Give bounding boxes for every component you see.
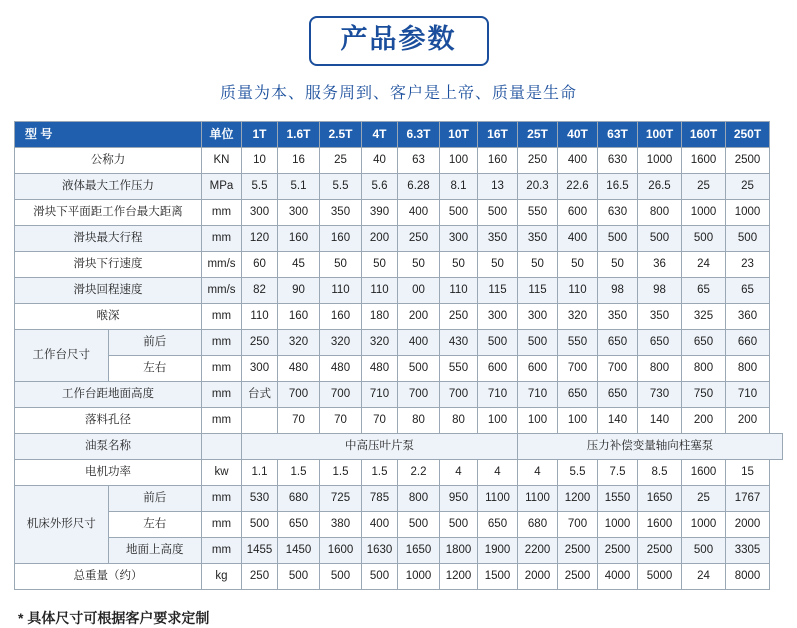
cell: 500 — [320, 563, 362, 589]
cell: 500 — [518, 329, 558, 355]
row-unit: mm — [202, 355, 242, 381]
spec-table-wrap — [14, 121, 783, 590]
row-unit: mm — [202, 407, 242, 433]
table-row — [15, 303, 783, 329]
cell: 550 — [518, 199, 558, 225]
cell: 300 — [478, 303, 518, 329]
cell: 180 — [362, 303, 398, 329]
footnote: * 具体尺寸可根据客户要求定制 — [18, 609, 210, 626]
cell: 40 — [362, 147, 398, 173]
spec-table-head — [15, 121, 783, 147]
cell: 200 — [726, 407, 770, 433]
cell: 350 — [638, 303, 682, 329]
cell: 100 — [558, 407, 598, 433]
cell: 700 — [558, 511, 598, 537]
cell: 350 — [518, 225, 558, 251]
cell: 700 — [398, 381, 440, 407]
cell: 320 — [558, 303, 598, 329]
row-unit: mm — [202, 303, 242, 329]
cell: 360 — [726, 303, 770, 329]
cell: 1450 — [278, 537, 320, 563]
cell: 50 — [362, 251, 398, 277]
cell: 1.5 — [362, 459, 398, 485]
cell: 200 — [398, 303, 440, 329]
cell: 650 — [558, 381, 598, 407]
cell: 2500 — [558, 537, 598, 563]
cell: 250 — [440, 303, 478, 329]
cell: 82 — [242, 277, 278, 303]
table-row — [15, 147, 783, 173]
cell: 1600 — [320, 537, 362, 563]
cell: 1630 — [362, 537, 398, 563]
cell: 1600 — [638, 511, 682, 537]
cell: 730 — [638, 381, 682, 407]
cell: 63 — [398, 147, 440, 173]
cell: 50 — [440, 251, 478, 277]
cell: 115 — [518, 277, 558, 303]
cell: 10 — [242, 147, 278, 173]
cell: 700 — [320, 381, 362, 407]
table-row — [15, 277, 783, 303]
cell: 500 — [638, 225, 682, 251]
page-subtitle: 质量为本、服务周到、客户是上帝、质量是生命 — [219, 84, 577, 102]
header-col-10: 40T — [558, 121, 598, 147]
cell: 1000 — [682, 511, 726, 537]
cell: 7.5 — [598, 459, 638, 485]
cell: 500 — [726, 225, 770, 251]
cell: 65 — [726, 277, 770, 303]
cell: 5.5 — [242, 173, 278, 199]
cell: 22.6 — [558, 173, 598, 199]
cell: 80 — [440, 407, 478, 433]
cell: 2200 — [518, 537, 558, 563]
cell: 160 — [478, 147, 518, 173]
cell: 1200 — [440, 563, 478, 589]
cell: 100 — [440, 147, 478, 173]
cell: 680 — [518, 511, 558, 537]
cell: 3305 — [726, 537, 770, 563]
cell: 500 — [682, 225, 726, 251]
cell: 350 — [598, 303, 638, 329]
cell: 8.1 — [440, 173, 478, 199]
cell: 13 — [478, 173, 518, 199]
cell: 800 — [398, 485, 440, 511]
cell: 500 — [362, 563, 398, 589]
cell: 16 — [278, 147, 320, 173]
cell: 50 — [478, 251, 518, 277]
header-col-3: 1.6T — [278, 121, 320, 147]
cell: 1800 — [440, 537, 478, 563]
row-sublabel: 前后 — [108, 329, 202, 355]
cell: 710 — [518, 381, 558, 407]
cell: 4 — [440, 459, 478, 485]
cell: 90 — [278, 277, 320, 303]
row-unit: mm/s — [202, 277, 242, 303]
row-label: 液体最大工作压力 — [15, 173, 202, 199]
cell: 1650 — [638, 485, 682, 511]
cell: 5.5 — [320, 173, 362, 199]
cell: 700 — [558, 355, 598, 381]
row-unit: KN — [202, 147, 242, 173]
row-unit — [202, 433, 242, 459]
cell: 500 — [440, 199, 478, 225]
cell: 320 — [362, 329, 398, 355]
cell: 110 — [558, 277, 598, 303]
row-label: 滑块下平面距工作台最大距离 — [15, 199, 202, 225]
row-label: 机床外形尺寸 — [15, 485, 109, 563]
cell: 5.5 — [558, 459, 598, 485]
header-col-9: 25T — [518, 121, 558, 147]
cell: 1000 — [598, 511, 638, 537]
cell: 700 — [440, 381, 478, 407]
header-col-4: 2.5T — [320, 121, 362, 147]
cell: 80 — [398, 407, 440, 433]
cell: 1200 — [558, 485, 598, 511]
cell: 630 — [598, 199, 638, 225]
cell: 500 — [398, 511, 440, 537]
header-col-11: 63T — [598, 121, 638, 147]
cell: 380 — [320, 511, 362, 537]
header-col-7: 10T — [440, 121, 478, 147]
row-label: 总重量（约） — [15, 563, 202, 589]
row-label: 滑块回程速度 — [15, 277, 202, 303]
cell: 8.5 — [638, 459, 682, 485]
cell: 2500 — [598, 537, 638, 563]
cell: 390 — [362, 199, 398, 225]
cell: 2500 — [726, 147, 770, 173]
cell: 25 — [682, 485, 726, 511]
cell: 200 — [682, 407, 726, 433]
cell: 160 — [278, 303, 320, 329]
cell: 1550 — [598, 485, 638, 511]
cell: 50 — [320, 251, 362, 277]
cell: 700 — [278, 381, 320, 407]
cell: 700 — [598, 355, 638, 381]
cell: 1500 — [478, 563, 518, 589]
cell: 2000 — [726, 511, 770, 537]
cell: 500 — [242, 511, 278, 537]
spec-table — [14, 121, 783, 590]
cell: 25 — [682, 173, 726, 199]
cell: 5000 — [638, 563, 682, 589]
cell: 6.28 — [398, 173, 440, 199]
cell: 710 — [362, 381, 398, 407]
table-row — [15, 251, 783, 277]
cell: 430 — [440, 329, 478, 355]
cell: 300 — [242, 199, 278, 225]
cell: 1100 — [478, 485, 518, 511]
table-row — [15, 329, 783, 355]
cell: 650 — [278, 511, 320, 537]
cell: 400 — [398, 329, 440, 355]
cell: 600 — [478, 355, 518, 381]
header-col-2: 1T — [242, 121, 278, 147]
cell: 1767 — [726, 485, 770, 511]
table-row — [15, 173, 783, 199]
cell: 1000 — [682, 199, 726, 225]
cell: 800 — [682, 355, 726, 381]
row-sublabel: 左右 — [108, 355, 202, 381]
cell: 15 — [726, 459, 770, 485]
header-col-13: 160T — [682, 121, 726, 147]
cell: 350 — [478, 225, 518, 251]
cell: 45 — [278, 251, 320, 277]
row-label: 工作台距地面高度 — [15, 381, 202, 407]
row-label: 落料孔径 — [15, 407, 202, 433]
cell: 480 — [320, 355, 362, 381]
row-unit: MPa — [202, 173, 242, 199]
cell: 50 — [598, 251, 638, 277]
cell: 500 — [682, 537, 726, 563]
cell: 70 — [320, 407, 362, 433]
row-label: 工作台尺寸 — [15, 329, 109, 381]
cell: 350 — [320, 199, 362, 225]
cell: 650 — [682, 329, 726, 355]
cell: 500 — [398, 355, 440, 381]
cell: 650 — [478, 511, 518, 537]
cell: 400 — [398, 199, 440, 225]
cell: 1600 — [682, 459, 726, 485]
cell: 36 — [638, 251, 682, 277]
row-label: 电机功率 — [15, 459, 202, 485]
cell: 650 — [638, 329, 682, 355]
cell: 250 — [398, 225, 440, 251]
cell: 50 — [558, 251, 598, 277]
cell: 650 — [598, 381, 638, 407]
cell: 20.3 — [518, 173, 558, 199]
cell: 4 — [478, 459, 518, 485]
cell: 70 — [278, 407, 320, 433]
cell: 1000 — [638, 147, 682, 173]
cell: 台式 — [242, 381, 278, 407]
cell: 25 — [726, 173, 770, 199]
table-row — [15, 537, 783, 563]
row-unit: mm — [202, 329, 242, 355]
table-row — [15, 459, 783, 485]
cell: 1000 — [726, 199, 770, 225]
cell: 320 — [278, 329, 320, 355]
cell: 110 — [440, 277, 478, 303]
cell: 800 — [638, 199, 682, 225]
cell: 8000 — [726, 563, 770, 589]
cell: 1000 — [398, 563, 440, 589]
cell: 1.1 — [242, 459, 278, 485]
row-unit: kw — [202, 459, 242, 485]
cell: 1455 — [242, 537, 278, 563]
cell: 110 — [362, 277, 398, 303]
cell: 680 — [278, 485, 320, 511]
row-unit: mm — [202, 225, 242, 251]
cell: 785 — [362, 485, 398, 511]
cell: 500 — [278, 563, 320, 589]
header-col-14: 250T — [726, 121, 770, 147]
cell: 120 — [242, 225, 278, 251]
cell: 16.5 — [598, 173, 638, 199]
cell: 750 — [682, 381, 726, 407]
cell: 800 — [726, 355, 770, 381]
row-sublabel: 左右 — [108, 511, 202, 537]
cell: 250 — [518, 147, 558, 173]
cell: 110 — [242, 303, 278, 329]
cell: 650 — [598, 329, 638, 355]
cell: 2.2 — [398, 459, 440, 485]
cell: 300 — [242, 355, 278, 381]
cell: 320 — [320, 329, 362, 355]
row-unit: mm — [202, 511, 242, 537]
cell: 250 — [242, 329, 278, 355]
cell: 4000 — [598, 563, 638, 589]
cell: 710 — [478, 381, 518, 407]
page-header — [0, 0, 797, 66]
table-row — [15, 381, 783, 407]
cell: 98 — [598, 277, 638, 303]
row-sublabel: 前后 — [108, 485, 202, 511]
row-sublabel: 地面上高度 — [108, 537, 202, 563]
cell: 5.6 — [362, 173, 398, 199]
cell: 98 — [638, 277, 682, 303]
cell: 500 — [440, 511, 478, 537]
table-header-row — [15, 121, 783, 147]
cell: 140 — [598, 407, 638, 433]
cell: 1900 — [478, 537, 518, 563]
cell: 725 — [320, 485, 362, 511]
cell: 550 — [440, 355, 478, 381]
cell: 400 — [558, 147, 598, 173]
header-model: 型 号 — [15, 121, 202, 147]
cell: 600 — [518, 355, 558, 381]
cell: 250 — [242, 563, 278, 589]
table-row — [15, 433, 783, 459]
merged-cell-1: 中高压叶片泵 — [242, 433, 518, 459]
table-row — [15, 225, 783, 251]
page-title: 产品参数 — [309, 16, 489, 66]
cell: 500 — [478, 199, 518, 225]
cell: 1650 — [398, 537, 440, 563]
cell: 710 — [726, 381, 770, 407]
table-row — [15, 407, 783, 433]
header-col-8: 16T — [478, 121, 518, 147]
cell: 2500 — [638, 537, 682, 563]
cell: 2500 — [558, 563, 598, 589]
header-col-12: 100T — [638, 121, 682, 147]
row-unit: mm — [202, 537, 242, 563]
cell: 115 — [478, 277, 518, 303]
cell: 950 — [440, 485, 478, 511]
cell: 110 — [320, 277, 362, 303]
cell: 4 — [518, 459, 558, 485]
cell: 400 — [558, 225, 598, 251]
cell: 1600 — [682, 147, 726, 173]
cell: 300 — [278, 199, 320, 225]
header-col-6: 6.3T — [398, 121, 440, 147]
cell: 1.5 — [320, 459, 362, 485]
cell: 5.1 — [278, 173, 320, 199]
cell: 2000 — [518, 563, 558, 589]
cell: 500 — [598, 225, 638, 251]
cell: 530 — [242, 485, 278, 511]
cell: 100 — [518, 407, 558, 433]
cell: 800 — [638, 355, 682, 381]
cell — [242, 407, 278, 433]
cell: 600 — [558, 199, 598, 225]
header-col-1: 单位 — [202, 121, 242, 147]
cell: 60 — [242, 251, 278, 277]
cell: 50 — [518, 251, 558, 277]
table-row — [15, 355, 783, 381]
table-row — [15, 563, 783, 589]
cell: 140 — [638, 407, 682, 433]
cell: 1100 — [518, 485, 558, 511]
cell: 160 — [320, 303, 362, 329]
cell: 550 — [558, 329, 598, 355]
cell: 100 — [478, 407, 518, 433]
cell: 25 — [320, 147, 362, 173]
table-row — [15, 511, 783, 537]
cell: 400 — [362, 511, 398, 537]
table-row — [15, 199, 783, 225]
row-unit: kg — [202, 563, 242, 589]
cell: 630 — [598, 147, 638, 173]
cell: 23 — [726, 251, 770, 277]
cell: 26.5 — [638, 173, 682, 199]
table-row — [15, 485, 783, 511]
cell: 660 — [726, 329, 770, 355]
row-label: 喉深 — [15, 303, 202, 329]
cell: 200 — [362, 225, 398, 251]
cell: 325 — [682, 303, 726, 329]
cell: 1.5 — [278, 459, 320, 485]
cell: 24 — [682, 251, 726, 277]
spec-table-body — [15, 147, 783, 589]
merged-cell-2: 压力补偿变量轴向柱塞泵 — [518, 433, 783, 459]
cell: 480 — [362, 355, 398, 381]
row-label: 滑块下行速度 — [15, 251, 202, 277]
header-col-5: 4T — [362, 121, 398, 147]
row-unit: mm — [202, 199, 242, 225]
row-unit: mm — [202, 485, 242, 511]
row-unit: mm/s — [202, 251, 242, 277]
row-label: 公称力 — [15, 147, 202, 173]
cell: 70 — [362, 407, 398, 433]
cell: 65 — [682, 277, 726, 303]
cell: 300 — [518, 303, 558, 329]
cell: 300 — [440, 225, 478, 251]
row-unit: mm — [202, 381, 242, 407]
row-label: 油泵名称 — [15, 433, 202, 459]
cell: 500 — [478, 329, 518, 355]
row-label: 滑块最大行程 — [15, 225, 202, 251]
cell: 160 — [278, 225, 320, 251]
cell: 160 — [320, 225, 362, 251]
cell: 480 — [278, 355, 320, 381]
cell: 50 — [398, 251, 440, 277]
cell: 24 — [682, 563, 726, 589]
cell: 00 — [398, 277, 440, 303]
